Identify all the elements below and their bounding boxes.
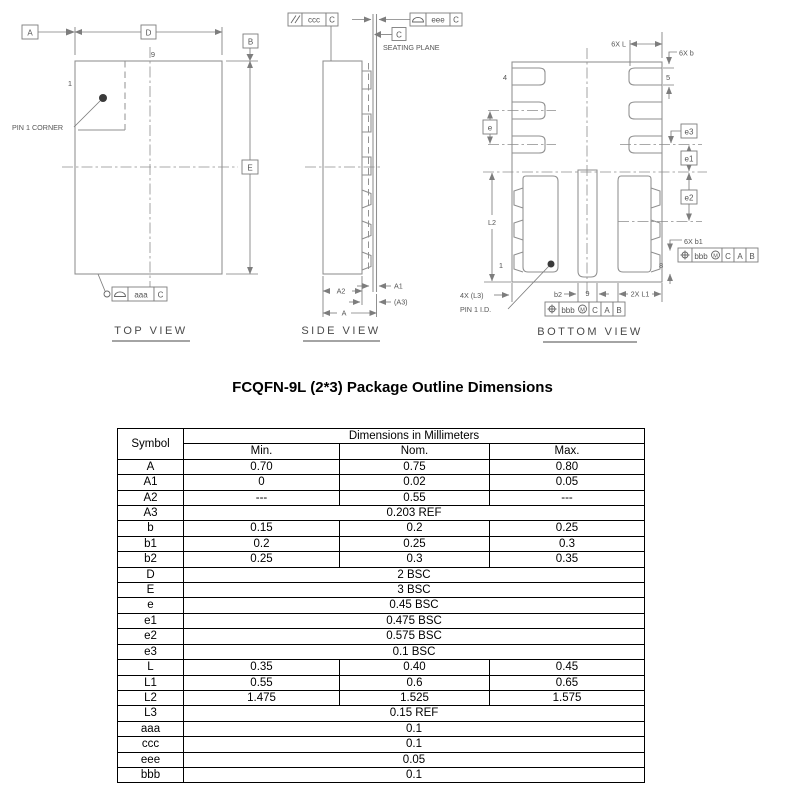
max-cell: --- xyxy=(490,490,645,505)
table-row xyxy=(118,752,645,767)
min-cell: 0.15 xyxy=(184,521,340,536)
dim-a1-label: A1 xyxy=(394,281,403,291)
eee-datum-label: C xyxy=(453,15,459,25)
min-cell: 0.2 xyxy=(184,536,340,551)
datum-c-arrow-icon xyxy=(374,31,381,38)
max-cell: 0.05 xyxy=(490,475,645,490)
nom-cell: 0.25 xyxy=(340,536,490,551)
table-row xyxy=(118,706,645,721)
parallelism-fcf-ccc xyxy=(288,13,338,61)
bbb-tolerance-label: bbb xyxy=(561,306,575,315)
value-cell-span: 0.1 xyxy=(184,737,645,752)
position-fcf-b1 xyxy=(678,248,758,262)
symbol-cell: A xyxy=(118,459,184,474)
dim-b-label: 6X b xyxy=(679,48,694,58)
table-row xyxy=(118,644,645,659)
symbol-cell: b xyxy=(118,521,184,536)
aaa-fcf-leader xyxy=(98,274,105,291)
dim-a3-label: (A3) xyxy=(394,297,408,307)
side-view-leads xyxy=(362,71,371,270)
top-view-body xyxy=(75,61,222,274)
symbol-cell: b1 xyxy=(118,536,184,551)
min-cell: --- xyxy=(184,490,340,505)
dim-b2-group xyxy=(554,289,609,299)
min-cell: 0.25 xyxy=(184,552,340,567)
symbol-cell: aaa xyxy=(118,721,184,736)
symbol-cell: L2 xyxy=(118,690,184,705)
max-cell: 0.45 xyxy=(490,660,645,675)
value-cell-span: 0.05 xyxy=(184,752,645,767)
pin1-id-dot-icon xyxy=(548,261,555,268)
max-cell: 0.80 xyxy=(490,459,645,474)
pin1-corner-dot-icon xyxy=(99,94,107,102)
dim-a2-label: A2 xyxy=(336,286,346,296)
symbol-cell: e1 xyxy=(118,613,184,628)
table-row xyxy=(118,613,645,628)
value-cell-span: 0.1 xyxy=(184,721,645,736)
max-cell: 1.575 xyxy=(490,690,645,705)
bottom-view-pin8-pad xyxy=(618,176,660,272)
aaa-tolerance-label: aaa xyxy=(134,290,148,300)
symbol-cell: E xyxy=(118,583,184,598)
value-cell-span: 0.15 REF xyxy=(184,706,645,721)
dim-e-group xyxy=(483,112,497,144)
symbol-cell: eee xyxy=(118,752,184,767)
symbol-cell: b2 xyxy=(118,552,184,567)
symbol-cell: e3 xyxy=(118,644,184,659)
bbb-tolerance-label: bbb xyxy=(694,252,708,261)
profile-fcf-eee xyxy=(352,13,462,26)
symbol-cell: D xyxy=(118,567,184,582)
nom-cell: 0.75 xyxy=(340,459,490,474)
bottom-view-pin9-pad xyxy=(578,170,597,277)
pin1-corner-note: PIN 1 CORNER xyxy=(12,123,64,132)
eee-tolerance-label: eee xyxy=(431,15,445,25)
dimensions-table xyxy=(117,428,645,783)
bottom-pin9-number: 9 xyxy=(585,289,590,298)
table-row xyxy=(118,552,645,567)
profile-fcf-aaa xyxy=(112,287,167,301)
ccc-datum-label: C xyxy=(329,15,335,25)
dim-l-group xyxy=(611,32,662,66)
value-cell-span: 3 BSC xyxy=(184,583,645,598)
pad-centerlines xyxy=(488,111,702,222)
nom-cell: 0.02 xyxy=(340,475,490,490)
table-row xyxy=(118,629,645,644)
bbb-datum1-label: C xyxy=(725,252,731,261)
nom-cell: 1.525 xyxy=(340,690,490,705)
dim-e3-group xyxy=(671,124,697,143)
symbol-cell: A3 xyxy=(118,506,184,521)
min-cell: 0 xyxy=(184,475,340,490)
top-pin9-number: 9 xyxy=(150,50,156,59)
table-row xyxy=(118,475,645,490)
min-cell: 0.70 xyxy=(184,459,340,474)
value-cell-span: 0.203 REF xyxy=(184,506,645,521)
bbb-datum3-label: B xyxy=(616,306,622,315)
min-cell: 0.35 xyxy=(184,660,340,675)
dim-b1-label: 6X b1 xyxy=(684,237,703,246)
nom-cell: 0.3 xyxy=(340,552,490,567)
table-row xyxy=(118,521,645,536)
nom-cell: 0.2 xyxy=(340,521,490,536)
position-fcf-bottom xyxy=(545,302,625,316)
datum-a-arrow-icon xyxy=(66,29,75,36)
seating-plane-lines xyxy=(373,14,377,292)
table-row xyxy=(118,459,645,474)
pin1-id-note: PIN 1 I.D. xyxy=(460,305,492,314)
bottom-pin1-number: 1 xyxy=(498,261,503,270)
dim-l3-group xyxy=(460,291,509,300)
bbb-datum2-label: A xyxy=(604,306,610,315)
nom-cell: 0.40 xyxy=(340,660,490,675)
datum-b-label: B xyxy=(247,37,254,47)
table-row xyxy=(118,490,645,505)
table-row xyxy=(118,583,645,598)
dim-e2-group xyxy=(681,173,697,221)
dim-l2-group xyxy=(484,173,511,282)
dim-b2-label: b2 xyxy=(554,290,562,299)
nom-cell: 0.6 xyxy=(340,675,490,690)
table-row xyxy=(118,660,645,675)
symbol-cell: e xyxy=(118,598,184,613)
max-cell: 0.25 xyxy=(490,521,645,536)
bottom-pin8-number: 8 xyxy=(659,261,664,270)
bottom-view-pin1-pad xyxy=(514,176,558,272)
nom-cell: 0.55 xyxy=(340,490,490,505)
max-cell: 0.35 xyxy=(490,552,645,567)
seating-plane-note: SEATING PLANE xyxy=(383,43,440,52)
symbol-cell: A2 xyxy=(118,490,184,505)
table-row xyxy=(118,737,645,752)
symbol-cell: L xyxy=(118,660,184,675)
value-cell-span: 2 BSC xyxy=(184,567,645,582)
symbol-cell: e2 xyxy=(118,629,184,644)
dim-e2-label: e2 xyxy=(684,193,694,203)
dim-l3-label: 4X (L3) xyxy=(460,291,484,300)
top-view-label: TOP VIEW xyxy=(114,325,188,337)
symbol-cell: A1 xyxy=(118,475,184,490)
table-header-min: Min. xyxy=(184,444,340,459)
max-cell: 0.3 xyxy=(490,536,645,551)
value-cell-span: 0.1 BSC xyxy=(184,644,645,659)
min-cell: 0.55 xyxy=(184,675,340,690)
dim-l-label: 6X L xyxy=(611,39,626,49)
table-row xyxy=(118,767,645,782)
side-view-label: SIDE VIEW xyxy=(301,325,381,337)
side-view xyxy=(288,13,462,341)
top-view-extension-lines xyxy=(75,27,258,274)
table-header-max: Max. xyxy=(490,444,645,459)
table-header-group: Dimensions in Millimeters xyxy=(184,429,645,444)
dim-a-label: A xyxy=(341,308,347,318)
table-row xyxy=(118,690,645,705)
bbb-datum3-label: B xyxy=(749,252,755,261)
table-row xyxy=(118,536,645,551)
value-cell-span: 0.1 xyxy=(184,767,645,782)
table-row xyxy=(118,721,645,736)
table-row xyxy=(118,506,645,521)
table-header-symbol: Symbol xyxy=(118,429,184,460)
dim-e3-label: e3 xyxy=(684,127,694,137)
svg-text:M: M xyxy=(713,253,718,260)
value-cell-span: 0.575 BSC xyxy=(184,629,645,644)
bottom-pin4-number: 4 xyxy=(502,73,507,82)
value-cell-span: 0.475 BSC xyxy=(184,613,645,628)
top-pin1-number: 1 xyxy=(67,79,72,88)
top-view xyxy=(12,25,258,341)
dim-e1-group xyxy=(681,146,697,172)
symbol-cell: ccc xyxy=(118,737,184,752)
min-cell: 1.475 xyxy=(184,690,340,705)
bbb-datum2-label: A xyxy=(737,252,743,261)
svg-text:M: M xyxy=(580,307,585,314)
symbol-cell: L3 xyxy=(118,706,184,721)
datum-c-label: C xyxy=(396,30,402,40)
max-cell: 0.65 xyxy=(490,675,645,690)
datum-a-label: A xyxy=(27,28,33,38)
pin1-corner-leader xyxy=(74,101,100,127)
dim-e1-label: e1 xyxy=(684,154,694,164)
symbol-cell: L1 xyxy=(118,675,184,690)
dim-l1-label: 2X L1 xyxy=(630,289,650,299)
datum-b-arrow-icon xyxy=(247,54,254,61)
value-cell-span: 0.45 BSC xyxy=(184,598,645,613)
table-row xyxy=(118,567,645,582)
aaa-datum-label: C xyxy=(157,290,164,300)
dim-l1-group xyxy=(619,290,661,299)
table-row xyxy=(118,675,645,690)
ccc-tolerance-label: ccc xyxy=(308,15,320,25)
bottom-pin5-number: 5 xyxy=(666,73,671,82)
aaa-fcf-balloon-icon xyxy=(104,291,110,297)
table-row xyxy=(118,598,645,613)
dim-e-label: E xyxy=(247,163,253,173)
bbb-datum1-label: C xyxy=(592,306,598,315)
page-title: FCQFN-9L (2*3) Package Outline Dimensions xyxy=(232,379,553,396)
dim-e-label: e xyxy=(487,123,493,133)
side-view-bottom-dims xyxy=(323,276,408,318)
dim-d-label: D xyxy=(145,28,152,38)
side-view-body xyxy=(323,61,362,274)
table-header-nom: Nom. xyxy=(340,444,490,459)
symbol-cell: bbb xyxy=(118,767,184,782)
pin1-id-group xyxy=(460,261,555,315)
bottom-view xyxy=(460,32,758,342)
dim-l2-label: L2 xyxy=(488,218,496,227)
dimensions-table-body xyxy=(118,459,645,783)
package-outline-drawing xyxy=(0,0,785,360)
bottom-view-label: BOTTOM VIEW xyxy=(537,326,643,338)
